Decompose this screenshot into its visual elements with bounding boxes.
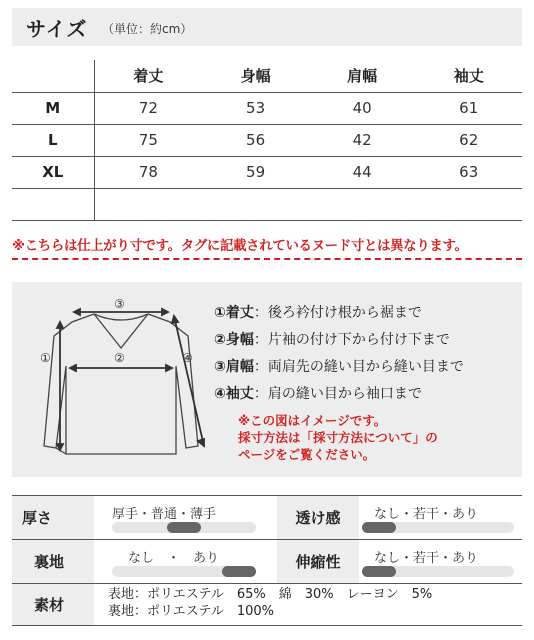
col-header-length: 着丈	[94, 60, 202, 92]
transparency-options: なし・若干・あり	[374, 507, 479, 522]
transparency-label: 透け感	[277, 496, 359, 539]
measurement-diagram	[12, 282, 522, 477]
unit-label: （単位：約cm）	[102, 22, 193, 36]
table-cell: 62	[415, 124, 522, 156]
marker-shoulder: ③	[114, 297, 125, 311]
table-row	[12, 92, 522, 124]
table-cell: 44	[309, 156, 416, 188]
col-header-shoulder: 肩幅	[309, 60, 416, 92]
lining-indicator	[222, 566, 256, 577]
empty-cell	[415, 188, 522, 220]
page-title: サイズ	[26, 17, 88, 41]
fabric-attributes	[12, 495, 522, 626]
stretch-options: なし・若干・あり	[374, 551, 479, 566]
stretch-indicator	[362, 566, 396, 577]
measure-item-shoulder: ③肩幅：両肩先の縫い目から縫い目まで	[214, 359, 464, 375]
table-cell: 61	[415, 92, 522, 124]
measurement-list	[214, 302, 464, 410]
col-header-chest: 身幅	[202, 60, 309, 92]
lining-scale	[112, 566, 256, 577]
table-header-row	[12, 60, 522, 92]
table-cell: 40	[309, 92, 416, 124]
size-title-bar	[12, 8, 522, 46]
empty-cell	[12, 188, 94, 220]
thickness-scale	[112, 522, 256, 533]
table-corner	[12, 60, 94, 92]
attr-row-thickness-transparency	[12, 496, 522, 540]
stretch-scale	[362, 566, 514, 577]
thickness-options: 厚手・普通・薄手	[112, 507, 217, 522]
empty-cell	[202, 188, 309, 220]
table-row	[12, 124, 522, 156]
thickness-label: 厚さ	[12, 496, 94, 539]
table-cell: 75	[94, 124, 202, 156]
row-size-label: XL	[12, 156, 94, 188]
transparency-scale	[362, 522, 514, 533]
table-cell: 78	[94, 156, 202, 188]
transparency-indicator	[362, 522, 396, 533]
size-table	[12, 60, 522, 221]
marker-chest: ②	[114, 351, 125, 365]
row-size-label: M	[12, 92, 94, 124]
marker-sleeve: ④	[182, 351, 193, 365]
table-cell: 42	[309, 124, 416, 156]
material-label: 素材	[12, 584, 94, 625]
table-cell: 63	[415, 156, 522, 188]
thickness-indicator	[167, 522, 201, 533]
row-size-label: L	[12, 124, 94, 156]
lining-options: なし ・ あり	[128, 551, 220, 566]
table-row	[12, 156, 522, 188]
table-cell: 53	[202, 92, 309, 124]
empty-cell	[309, 188, 416, 220]
table-cell: 72	[94, 92, 202, 124]
material-composition: 表地：ポリエステル 65% 綿 30% レーヨン 5% 裏地：ポリエステル 100%	[108, 587, 433, 619]
attr-row-lining-stretch	[12, 540, 522, 584]
attr-row-material	[12, 584, 522, 626]
notice-divider	[12, 258, 522, 260]
diagram-note: ※この図はイメージです。 採寸方法は「採寸方法について」の ページをご覧ください。	[238, 413, 438, 462]
measure-item-sleeve: ④袖丈：肩の縫い目から袖口まで	[214, 386, 422, 402]
table-row-empty	[12, 188, 522, 220]
empty-cell	[94, 188, 202, 220]
table-cell: 59	[202, 156, 309, 188]
measure-item-chest: ②身幅：片袖の付け下から付け下まで	[214, 332, 450, 348]
finished-size-notice: ※こちらは仕上がり寸です。タグに記載されているヌード寸とは異なります。	[12, 239, 468, 254]
col-header-sleeve: 袖丈	[415, 60, 522, 92]
marker-length: ①	[40, 351, 51, 365]
stretch-label: 伸縮性	[277, 540, 359, 583]
shirt-illustration	[34, 296, 209, 466]
lining-label: 裏地	[12, 540, 94, 583]
table-cell: 56	[202, 124, 309, 156]
measure-item-length: ①着丈：後ろ衿付け根から裾まで	[214, 305, 422, 321]
